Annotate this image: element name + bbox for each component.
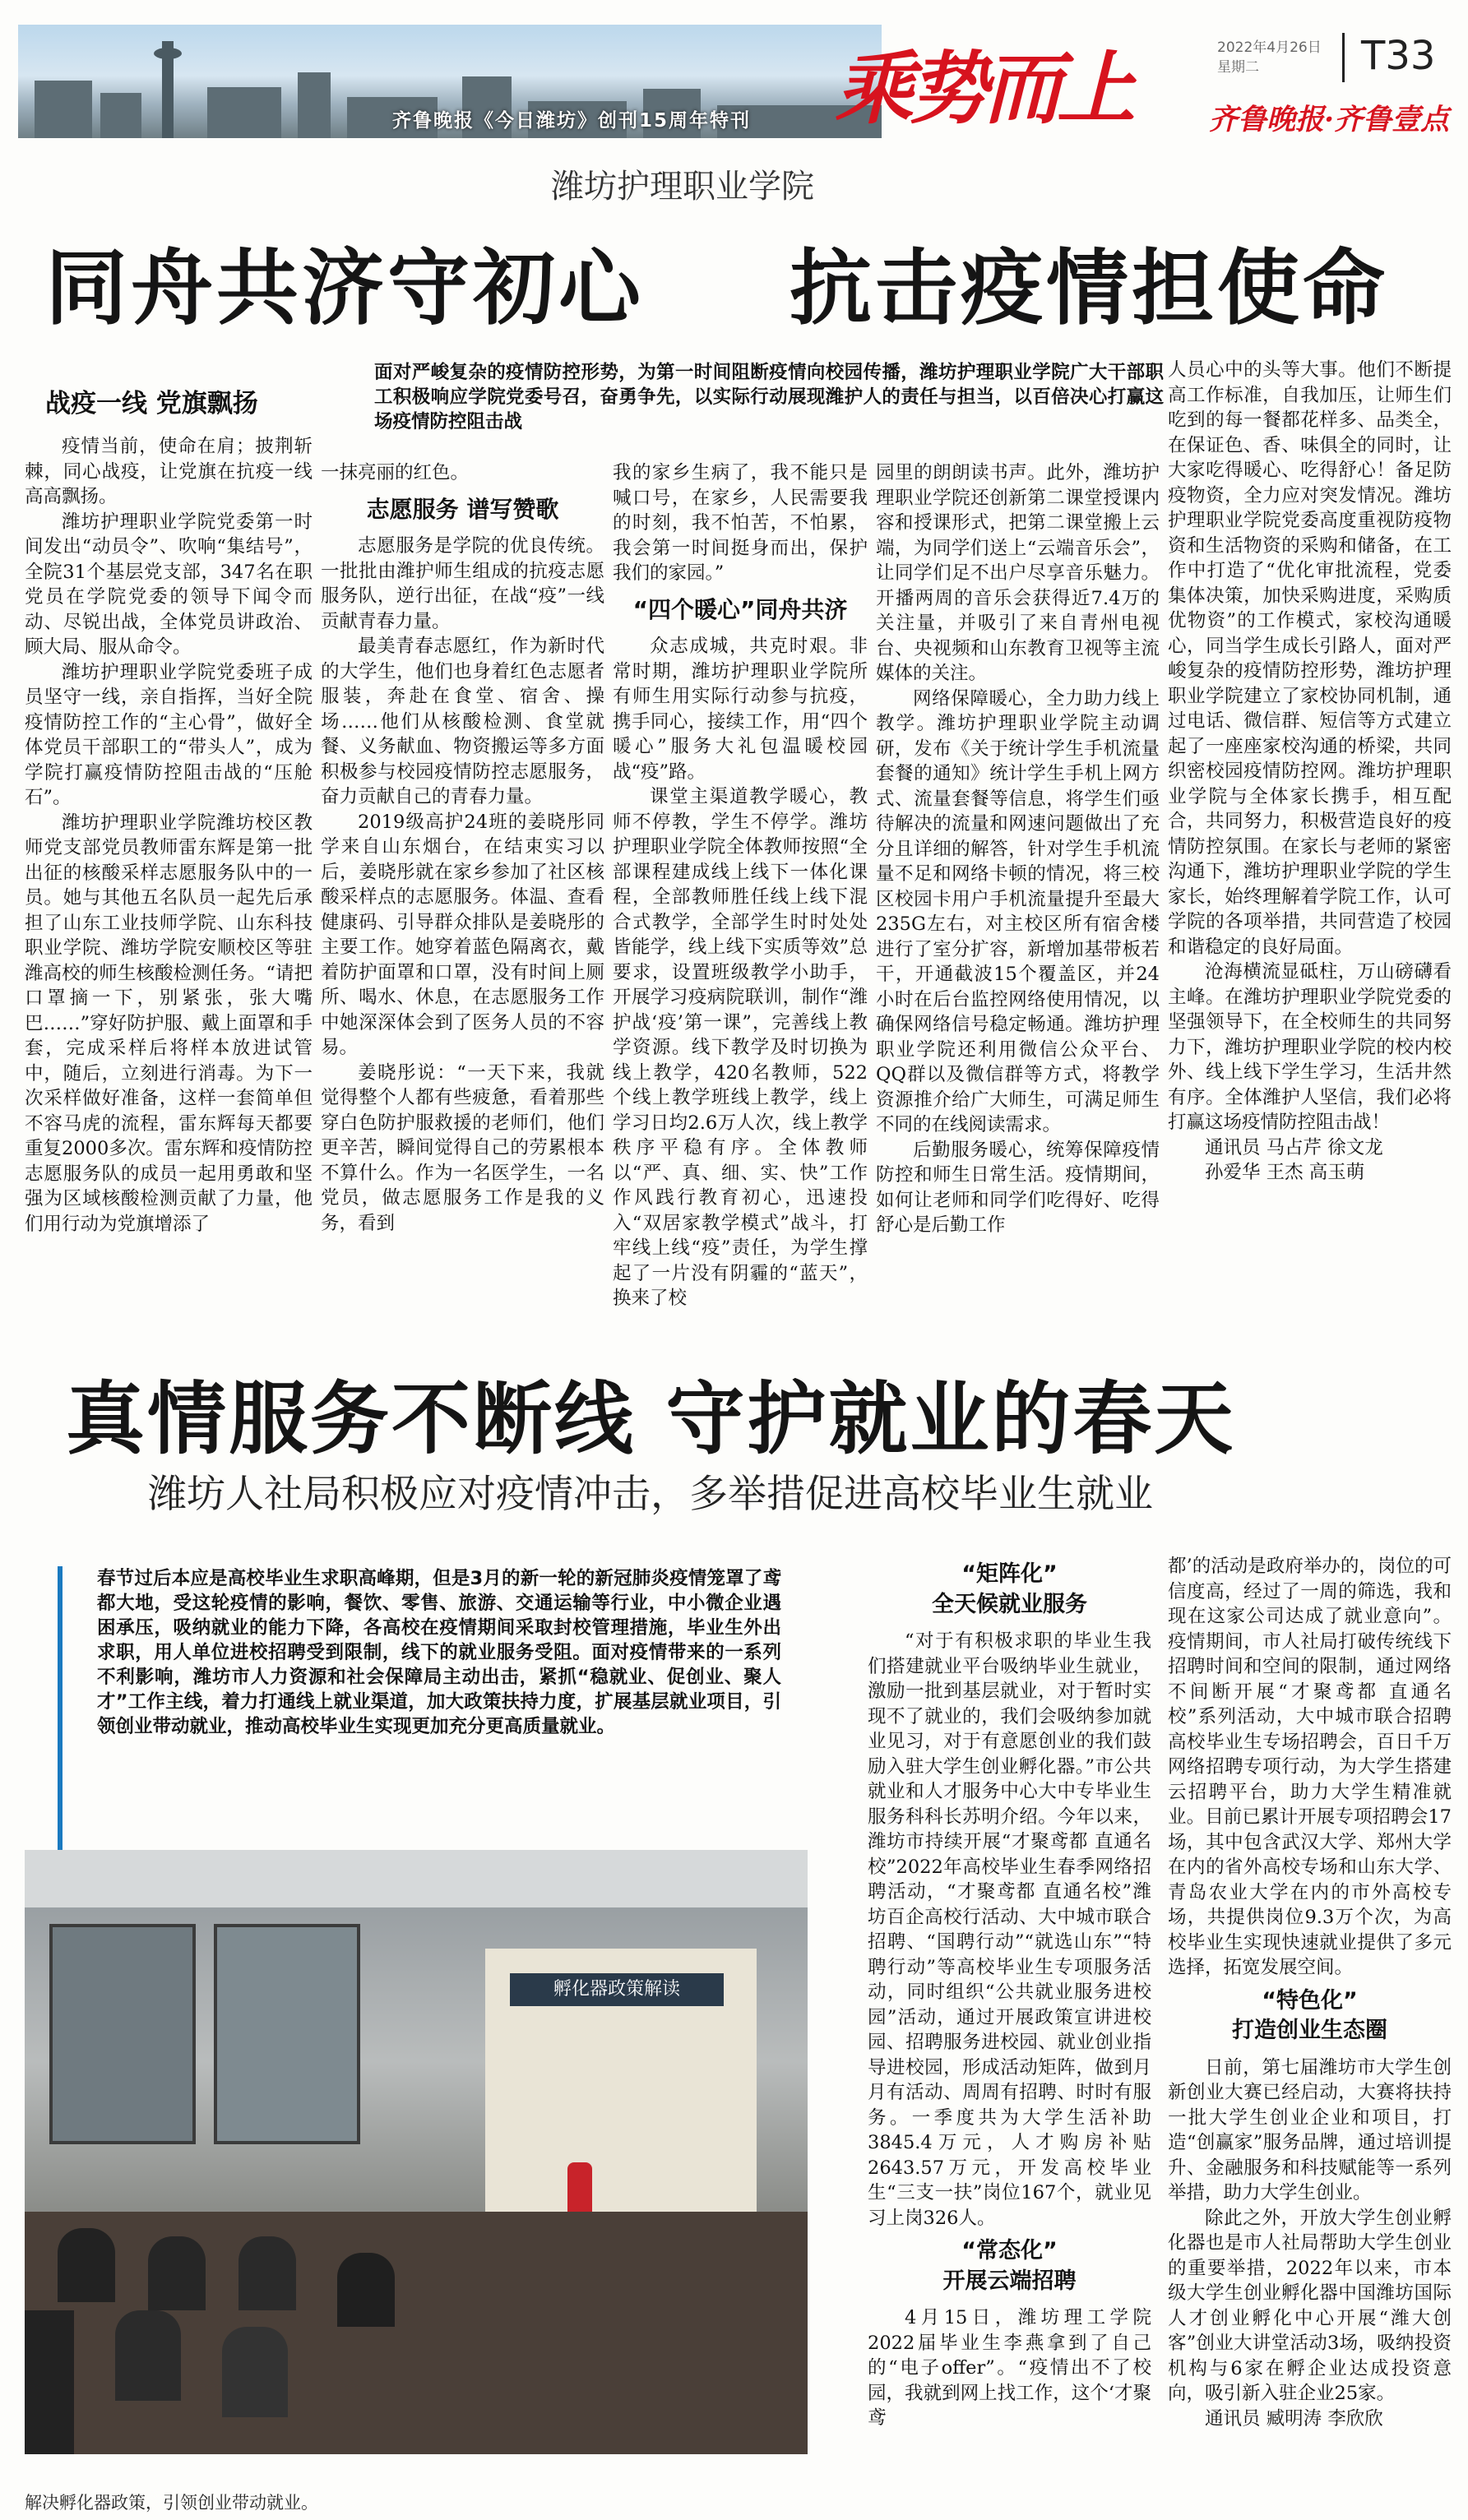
paragraph: 后勤服务暖心，统筹保障疫情防控和师生日常生活。疫情期间，如何让老师和同学们吃得好、吃得舒心是后勤工作 [876,1139,1160,1236]
article2-section1-title: “矩阵化” [961,1561,1058,1587]
article1-headline-b: 抗击疫情担使命 [790,239,1388,336]
article2-column-middle [868,1554,1151,2508]
paragraph: 一抹亮丽的红色。 [321,462,470,483]
paragraph: 2019级高护24班的姜晓彤同学来自山东烟台，在结束实习以后，姜晓彤就在家乡参加了社区核酸采样点的志愿服务。体温、查看健康码、引导群众排队是姜晓彤的主要工作。她穿着蓝色隔离衣，戴着防护面罩和口罩，没有时间上厕所、喝水、休息，在志愿服务工作中她深深体会到了医务人员的不容易。 [321,811,604,1058]
photo-screen-banner: 孵化器政策解读 [510,1973,724,2006]
banner-caption: 齐鲁晚报《今日潍坊》创刊15周年特刊 [392,110,752,132]
issue-date [1217,38,1322,77]
article2-section2-title: “常态化” [961,2238,1058,2263]
article1-column-3 [613,460,868,1351]
paragraph: 除此之外，开放大学生创业孵化器也是市人社局帮助大学生创业的重要举措，2022年以来，市本级大学生创业孵化器中国潍坊国际人才创业孵化中心开展“潍大创客”创业大讲堂活动3场，吸纳投资机构与6家在孵企业达成投资意向，吸引新入驻企业25家。 [1168,2207,1452,2404]
article2-section3-subtitle: 打造创业生态圈 [1232,2018,1387,2043]
paragraph: 众志成城，共克时艰。非常时期，潍坊护理职业学院所有师生用实际行动参与抗疫，携手同心，接续工作，用“四个暖心”服务大礼包温暖校园战“疫”路。 [613,636,868,783]
article2-column-right [1168,1554,1452,2508]
paragraph: 园里的朗朗读书声。此外，潍坊护理职业学院还创新第二课堂授课内容和授课形式，把第二课堂搬上云端，为同学们送上“云端音乐会”，让同学们足不出户尽享音乐魅力。开播两周的音乐会获得近7.4万的关注量，并吸引了来自青州电视台、央视频和山东教育卫视等主流媒体的关注。 [876,462,1160,684]
article2-lead-box [58,1566,781,1854]
paragraph: 潍坊护理职业学院党委第一时间发出“动员令”、吹响“集结号”，全院31个基层党支部，347名在职党员在学院党委的领导下闻令而动、尽锐出战，全体党员讲政治、顾大局、服从命令。 [25,511,313,658]
article1-column-5 [1168,358,1452,1351]
date-text: 2022年4月26日 [1217,39,1322,56]
article2-section3-title: “特色化” [1262,1987,1358,2014]
article2-photo-caption: 解决孵化器政策，引领创业带动就业。 [25,2493,318,2513]
article2-lead: 春节过后本应是高校毕业生求职高峰期，但是3月的新一轮的新冠肺炎疫情笼罩了鸢都大地，受这轮疫情的影响，餐饮、零售、旅游、交通运输等行业，中小微企业遇困承压，吸纳就业的能力下降，各高校在疫情期间采取封校管理措施，毕业生外出求职，用人单位进校招聘受到限制，线下的就业服务受阻。面对疫情带来的一系列不利影响，潍坊市人力资源和社会保障局主动出击，紧抓“稳就业、促创业、聚人才”工作主线，着力打通线上就业渠道，加大政策扶持力度，扩展基层就业项目，引领创业带动就业，推动高校毕业生实现更加充分更高质量就业。 [97,1568,781,1737]
paragraph: 都’的活动是政府举办的，岗位的可信度高，经过了一周的筛选，我和现在这家公司达成了就业意向”。疫情期间，市人社局打破传统线下招聘时间和空间的限制，通过网络不间断开展“才聚鸢都 直通名校”系列活动，大中城市联合招聘高校毕业生专场招聘会，百日千万网络招聘专项行动，为大学生搭建云招聘平台，助力大学生精准就业。目前已累计开展专项招聘会17场，其中包含武汉大学、郑州大学在内的省外高校专场和山东大学、青岛农业大学在内的市外高校专场，共提供岗位9.3万个次，为高校毕业生实现快速就业提供了多元选择，拓宽发展空间。 [1168,1556,1452,1978]
article1-column-1 [25,434,313,1351]
article1-kicker: 潍坊护理职业学院 [551,168,814,206]
paragraph: 网络保障暖心，全力助力线上教学。潍坊护理职业学院主动调研，发布《关于统计学生手机流量套餐的通知》统计学生手机上网方式、流量套餐等信息，将学生们亟待解决的流量和网速问题做出了充分且详细的解答，针对学生手机流量不足和网络卡顿的情况，将三校区校园卡用户手机流量提升至最大235G左右，对主校区所有宿舍楼进行了室分扩容，新增加基带板若干，开通截波15个覆盖区，并24小时在后台监控网络使用情况，以确保网络信号稳定畅通。潍坊护理职业学院还利用微信公众平台、QQ群以及微信群等方式，将教学资源推介给广大师生，可满足师生不同的在线阅读需求。 [876,687,1160,1135]
paragraph: 潍坊护理职业学院党委班子成员坚守一线，亲自指挥，当好全院疫情防控工作的“主心骨”，做好全体党员干部职工的“带头人”，成为学院打赢疫情防控阻击战的“压舱石”。 [25,661,313,808]
paragraph: 课堂主渠道教学暖心，教师不停教，学生不停学。潍坊护理职业学院全体教师按照“全部课程建成线上线下一体化课程，全部教师胜任线上线下混合式教学，全部学生时时处处皆能学，线上线下实质等效”总要求，设置班级教学小助手，开展学习疫病院联训，制作“潍护战‘疫’第一课”，完善线上教学资源。线下教学及时切换为线上教学，420名教师，522个线上教学班线上教学，线上学习日均2.6万人次，线上教学秩序平稳有序。全体教师以“严、真、细、实、快”工作作风践行教育初心，迅速投入“双居家教学模式”战斗，打牢线上线“疫”责任，为学生撑起了一片没有阴霾的“蓝天”，换来了校 [613,786,868,1309]
article2-headline: 真情服务不断线 守护就业的春天 [66,1372,1236,1465]
paragraph: “对于有积极求职的毕业生我们搭建就业平台吸纳毕业生就业，激励一批到基层就业，对于暂时实现不了就业的，我们会吸纳参加就业见习，对于有意愿创业的我们鼓励入驻大学生创业孵化器。”市公共就业和人才服务中心大中专毕业生服务科科长苏明介绍。今年以来，潍坊市持续开展“才聚鸢都 直通名校”2022年高校毕业生春季网络招聘活动，“才聚鸢都 直通名校”潍坊百企高校行活动、大中城市联合招聘、“国聘行动”“就选山东”“特聘行动”等高校毕业生专项服务活动，同时组织“公共就业服务进校园”活动，通过开展政策宣讲进校园、招聘服务进校园、就业创业指导进校园，形成活动矩阵，做到月月有活动、周周有招聘、时时有服务。一季度共为大学生活补助3845.4万元，人才购房补贴2643.57万元，开发高校毕业生“三支一扶”岗位167个，就业见习上岗326人。 [868,1630,1151,2229]
article1-section2-title: 志愿服务 谱写赞歌 [366,495,559,523]
paragraph: 沧海横流显砥柱，万山磅礴看主峰。在潍坊护理职业学院党委的坚强领导下，在全校师生的共同努力下，潍坊护理职业学院的校内校外、线上线下学生学习，生活井然有序。全体潍护人坚信，我们必将打赢这场疫情防控阻击战！ [1168,961,1452,1133]
paragraph: 姜晓彤说：“一天下来，我就觉得整个人都有些疲惫，看着那些穿白色防护服救援的老师们，他们更辛苦，瞬间觉得自己的劳累根本不算什么。作为一名医学生，一名党员，做志愿服务工作是我的义务，看到 [321,1061,604,1234]
article1-credit: 通讯员 马占芹 徐文龙 [1205,1136,1383,1158]
article1-column-4 [876,460,1160,1351]
slogan-calligraphy: 乘势而上 [835,42,1131,135]
article2-subheadline: 潍坊人社局积极应对疫情冲击，多举措促进高校毕业生就业 [148,1472,1153,1517]
article1-headline-a: 同舟共济守初心 [45,239,644,336]
paragraph: 最美青春志愿红，作为新时代的大学生，他们也身着红色志愿者服装，奔赴在食堂、宿舍、操场……他们从核酸检测、食堂就餐、义务献血、物资搬运等多方面积极参与校园疫情防控志愿服务，奋力贡献自己的青春力量。 [321,636,604,807]
page-divider [1342,33,1345,82]
article1-credit: 孙爱华 王杰 高玉萌 [1205,1162,1365,1183]
paragraph: 日前，第七届潍坊市大学生创新创业大赛已经启动，大赛将扶持一批大学生创业企业和项目，打造“创赢家”服务品牌，通过培训提升、金融服务和科技赋能等一系列举措，助力大学生创业。 [1168,2056,1452,2203]
article2-section2-subtitle: 开展云端招聘 [942,2268,1077,2294]
paragraph: 4月15日，潍坊理工学院2022届毕业生李燕拿到了自己的“电子offer”。“疫情出不了校园，我就到网上找工作，这个‘才聚鸢 [868,2307,1151,2429]
article2-photo [25,1850,808,2454]
paragraph: 志愿服务是学院的优良传统。一批批由潍护师生组成的抗疫志愿服务队，逆行出征，在战“疫”一线贡献青春力量。 [321,535,604,632]
weekday-text: 星期二 [1217,59,1259,76]
paragraph: 我的家乡生病了，我不能只是喊口号，在家乡，人民需要我的时刻，我不怕苦，不怕累，我会第一时间挺身而出，保护我们的家园。” [613,462,868,584]
article2-credit: 通讯员 臧明涛 李欣欣 [1205,2407,1383,2430]
article1-section1-title: 战疫一线 党旗飘扬 [45,389,258,418]
article1-column-2 [321,460,604,1351]
brand-logo: 齐鲁晚报·齐鲁壹点 [1209,103,1450,136]
header-banner-photo [18,25,882,138]
paragraph: 人员心中的头等大事。他们不断提高工作标准，自我加压，让师生们吃到的每一餐都花样多、品类全，在保证色、香、味俱全的同时，让大家吃得暖心、吃得舒心！备足防疫物资，全力应对突发情况。潍坊护理职业学院党委高度重视防疫物资和生活物资的采购和储备，在工作中打造了“优化审批流程，党委集体决策，加快采购进度，采购质优物资”的工作模式，家校沟通暖心，同当学生成长引路人，面对严峻复杂的疫情防控形势，潍坊护理职业学院建立了家校协同机制，通过电话、微信群、短信等方式建立起了一座座家校沟通的桥梁，共同织密校园疫情防控网。潍坊护理职业学院与全体家长携手，相互配合，共同努力，积极营造良好的疫情防控氛围。在家长与老师的紧密沟通下，潍坊护理职业学院的学生家长，始终理解着学院工作，认可学院的各项举措，共同营造了校园和谐稳定的良好局面。 [1168,359,1452,958]
paragraph: 疫情当前，使命在肩；披荆斩棘，同心战疫，让党旗在抗疫一线高高飘扬。 [25,436,313,507]
article1-lead: 面对严峻复杂的疫情防控形势，为第一时间阻断疫情向校园传播，潍坊护理职业学院广大干部职工积极响应学院党委号召，奋勇争先，以实际行动展现潍护人的责任与担当，以百倍决心打赢这场疫情防控阻击战 [374,362,1164,432]
page-number: T33 [1361,33,1436,79]
article1-section3-title: “四个暖心”同舟共济 [632,595,848,623]
paragraph: 潍坊护理职业学院潍坊校区教师党支部党员教师雷东辉是第一批出征的核酸采样志愿服务队中的一员。她与其他五名队员一起先后承担了山东工业技师学院、山东科技职业学院、潍坊学院安顺校区等驻潍高校的师生核酸检测任务。“请把口罩摘一下，别紧张，张大嘴巴……”穿好防护服、戴上面罩和手套，完成采样后将样本放进试管中，随后，立刻进行消毒。为下一次采样做好准备，这样一套简单但不容马虎的流程，雷东辉每天都要重复2000多次。雷东辉和疫情防控志愿服务队的成员一起用勇敢和坚强为区域核酸检测贡献了力量，他们用行动为党旗增添了 [25,811,313,1235]
article2-section1-subtitle: 全天候就业服务 [932,1591,1087,1617]
